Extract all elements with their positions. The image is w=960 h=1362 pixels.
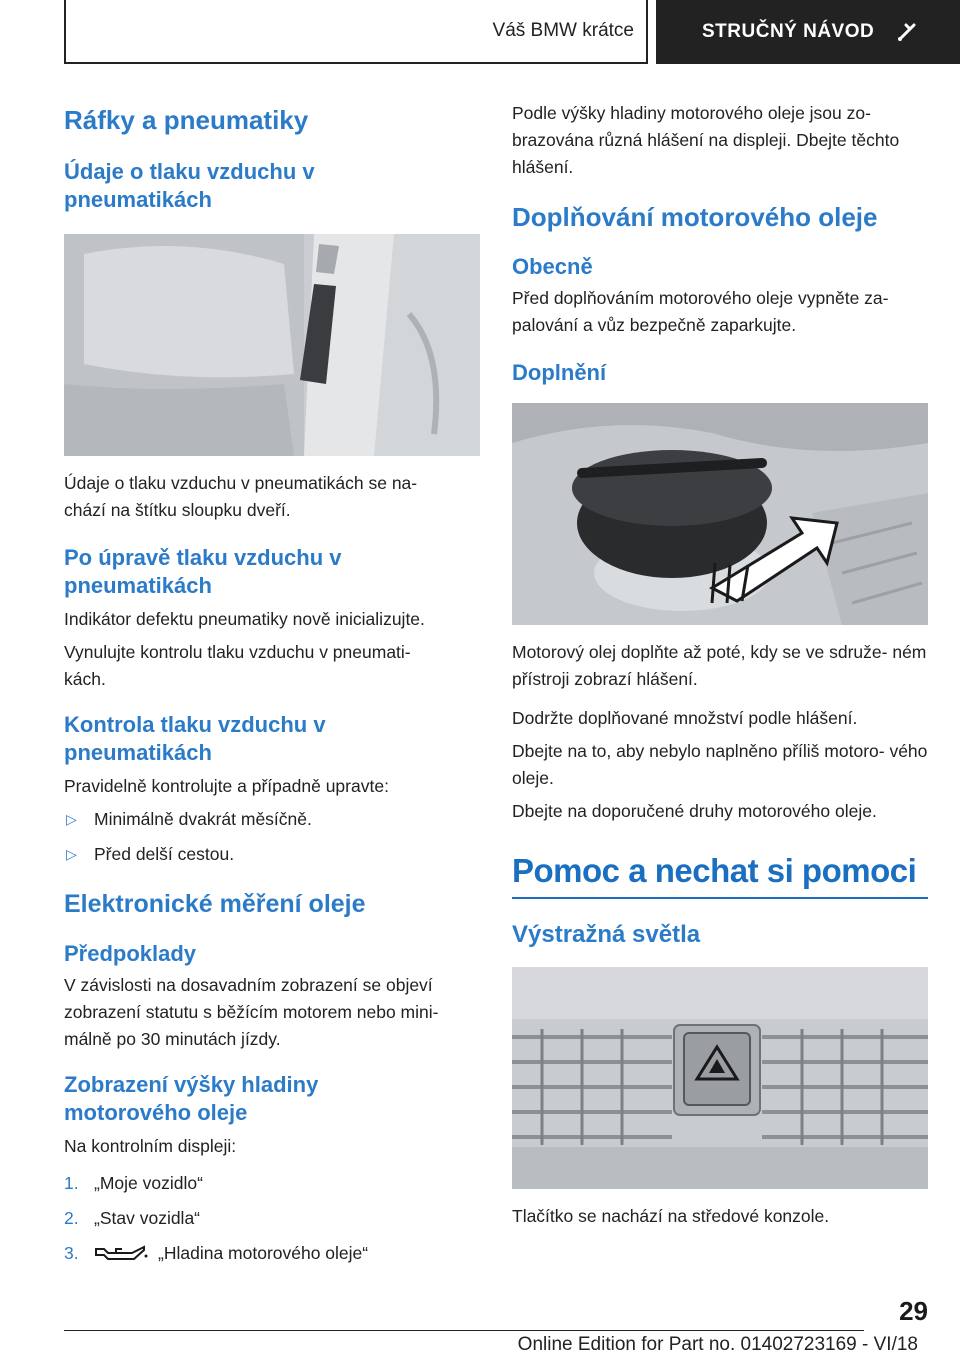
- paragraph-reset-pressure: Vynulujte kontrolu tlaku vzduchu v pneumati- kách.: [64, 642, 411, 689]
- left-column: [64, 96, 480, 1267]
- display-steps-list: [64, 1170, 480, 1267]
- list-item: [64, 1240, 480, 1267]
- header-tab-label: Váš BMW krátce: [492, 20, 634, 41]
- section-title-oil-measure: Elektronické měření oleje: [64, 890, 366, 918]
- footer-edition: Online Edition for Part no. 01402723169 - VI/18: [517, 1334, 918, 1355]
- paragraph-no-overfill: Dbejte na to, aby nebylo naplněno příliš motoro- vého oleje.: [512, 741, 928, 788]
- image-caption-door-pillar: Údaje o tlaku vzduchu v pneumatikách se na- chází na štítku sloupku dveří.: [64, 473, 418, 520]
- header-tab-label: STRUČNÝ NÁVOD: [702, 21, 875, 42]
- subheading-after-pressure-adjust: Po úpravě tlaku vzduchu v pneumatikách: [64, 545, 342, 598]
- triangle-bullet-icon: ▷: [66, 846, 77, 862]
- subheading-tire-pressure-data: Údaje o tlaku vzduchu v pneumatikách: [64, 159, 315, 212]
- oil-cap-image: [512, 403, 928, 625]
- section-title-rims-tires: Ráfky a pneumatiky: [64, 105, 309, 135]
- list-item: [64, 1205, 480, 1232]
- right-column: [512, 96, 928, 1230]
- step-number: 2.: [64, 1208, 79, 1228]
- list-item: [64, 1170, 480, 1197]
- oil-cap-illustration: [512, 403, 928, 625]
- subheading-prerequisites: Předpoklady: [64, 941, 197, 966]
- paragraph-reset-indicator: Indikátor defektu pneumatiky nově inicializujte.: [64, 609, 425, 629]
- paragraph-on-display: Na kontrolním displeji:: [64, 1136, 237, 1156]
- section-title-oil-refill: Doplňování motorového oleje: [512, 202, 878, 232]
- subheading-refill: Doplnění: [512, 360, 607, 385]
- paragraph-before-refill: Před doplňováním motorového oleje vypněte za- palování a vůz bezpečně zaparkujte.: [512, 288, 889, 335]
- triangle-bullet-icon: ▷: [66, 811, 77, 827]
- paragraph-refill-amount: Dodržte doplňované množství podle hlášení.: [512, 708, 858, 728]
- paragraph-oil-level-messages: Podle výšky hladiny motorového oleje jsou zo- brazována různá hlášení na displeji. Dbejte těchto hlášení.: [512, 103, 900, 177]
- check-bullet-list: [64, 806, 480, 868]
- footer-divider: [64, 1330, 864, 1331]
- header-tab-intro[interactable]: [64, 0, 648, 64]
- subheading-general: Obecně: [512, 254, 593, 279]
- step-number: 3.: [64, 1243, 79, 1263]
- hazard-button-illustration: [512, 967, 928, 1189]
- image-caption-oil-refill: Motorový olej doplňte až poté, kdy se ve sdruže- ném přístroji zobrazí hlášení.: [512, 642, 927, 689]
- paragraph-recommended-oil: Dbejte na doporučené druhy motorového oleje.: [512, 801, 877, 821]
- step-number: 1.: [64, 1173, 79, 1193]
- subheading-oil-level-display: Zobrazení výšky hladiny motorového oleje: [64, 1072, 319, 1125]
- paragraph-prerequisites: V závislosti na dosavadním zobrazení se objeví zobrazení statutu s běžícím motorem nebo mini- málně po 30 minutách jízdy.: [64, 975, 439, 1049]
- step-text: „Stav vozidla“: [94, 1208, 201, 1228]
- list-item-text: Minimálně dvakrát měsíčně.: [94, 809, 312, 829]
- door-pillar-image: [64, 234, 480, 456]
- title-underline: [512, 897, 928, 899]
- oil-can-icon: [94, 1243, 150, 1263]
- list-item: [64, 806, 480, 833]
- step-text: „Moje vozidlo“: [94, 1173, 203, 1193]
- subheading-pressure-check: Kontrola tlaku vzduchu v pneumatikách: [64, 712, 326, 765]
- wrench-icon: [896, 21, 918, 43]
- hazard-button-image: [512, 967, 928, 1189]
- page-number: 29: [899, 1296, 928, 1326]
- header-tab-quick-guide[interactable]: [656, 0, 960, 64]
- door-pillar-illustration: [64, 234, 480, 456]
- step-text: „Hladina motorového oleje“: [158, 1243, 369, 1263]
- subheading-hazard-lights: Výstražná světla: [512, 921, 701, 948]
- image-caption-hazard: Tlačítko se nachází na středové konzole.: [512, 1206, 830, 1226]
- list-item: [64, 841, 480, 868]
- section-title-help: Pomoc a nechat si pomoci: [512, 852, 917, 889]
- list-item-text: Před delší cestou.: [94, 844, 235, 864]
- paragraph-check-regularly: Pravidelně kontrolujte a případně upravte:: [64, 776, 389, 796]
